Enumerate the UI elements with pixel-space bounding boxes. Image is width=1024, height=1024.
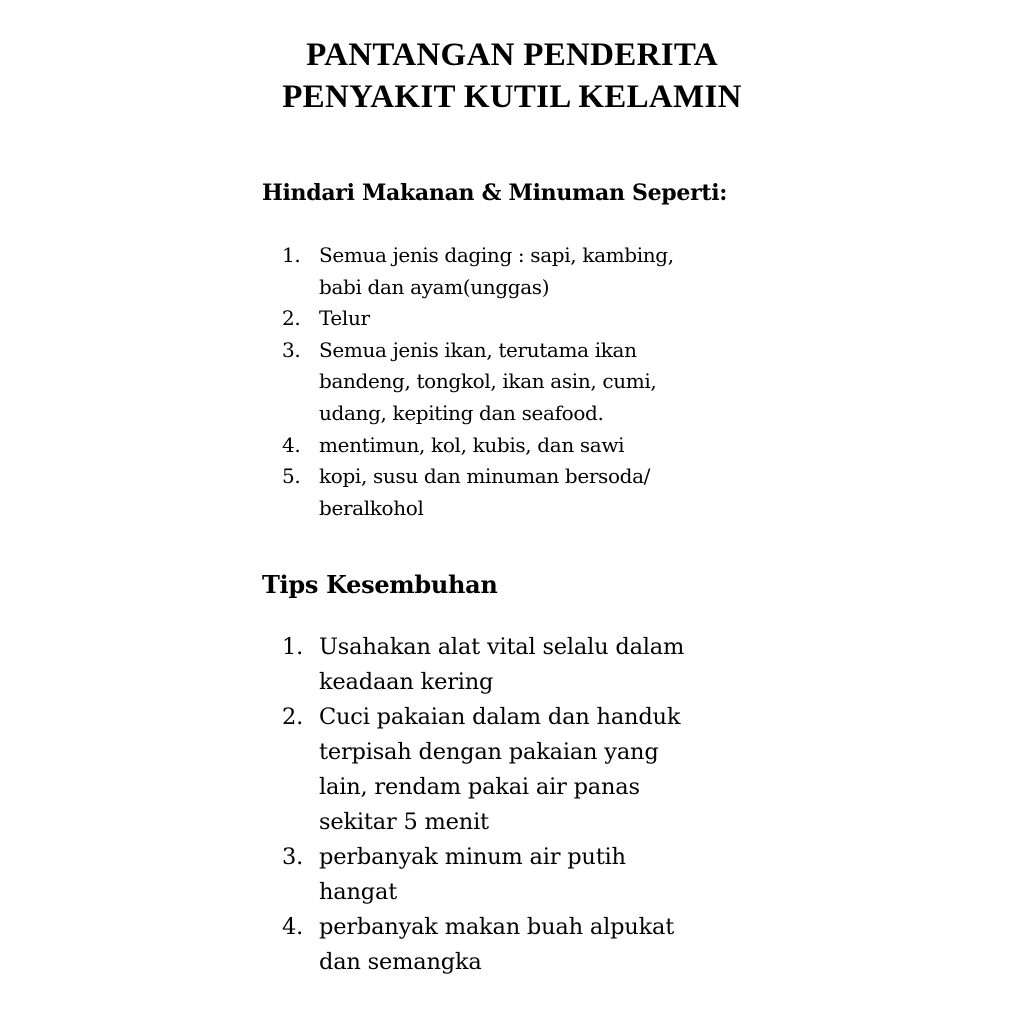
list-item-number: 3. xyxy=(282,844,304,870)
list-item xyxy=(282,335,742,430)
list-item xyxy=(282,840,742,910)
list-item-number: 2. xyxy=(282,306,301,331)
list-item xyxy=(282,430,742,462)
list-item xyxy=(282,700,742,840)
title-line-1: PANTANGAN PENDERITA xyxy=(306,37,718,73)
list-item-text: Telur xyxy=(319,306,370,331)
list-item-number: 3. xyxy=(282,337,301,362)
list-item xyxy=(282,461,742,524)
list-item-number: 2. xyxy=(282,704,304,730)
list-item xyxy=(282,240,742,303)
list-item-text: Semua jenis daging : sapi, kambing, babi dan ayam(unggas) xyxy=(319,243,674,299)
list-item-text: perbanyak makan buah alpukat dan semangka xyxy=(319,914,675,975)
avoid-section-heading: Hindari Makanan & Minuman Seperti: xyxy=(262,180,728,206)
tips-section-heading: Tips Kesembuhan xyxy=(262,570,498,599)
list-item-number: 5. xyxy=(282,464,301,489)
list-item-number: 4. xyxy=(282,432,301,457)
list-item-text: Cuci pakaian dalam dan handuk terpisah dengan pakaian yang lain, rendam pakai air panas sekitar 5 menit xyxy=(319,704,681,835)
list-item xyxy=(282,630,742,700)
list-item-number: 1. xyxy=(282,634,304,660)
list-item-text: Usahakan alat vital selalu dalam keadaan kering xyxy=(319,634,685,695)
list-item-number: 4. xyxy=(282,914,304,940)
list-item xyxy=(282,303,742,335)
list-item-number: 1. xyxy=(282,243,301,267)
title-line-2: PENYAKIT KUTIL KELAMIN xyxy=(282,79,742,115)
list-item-text: kopi, susu dan minuman bersoda/ beralkohol xyxy=(319,464,651,520)
avoid-list xyxy=(282,240,742,524)
list-item xyxy=(282,910,742,980)
list-item-text: Semua jenis ikan, terutama ikan bandeng, tongkol, ikan asin, cumi, udang, kepiting dan seafood. xyxy=(319,337,657,425)
page-title xyxy=(0,34,1024,118)
tips-list xyxy=(282,630,742,980)
list-item-text: perbanyak minum air putih hangat xyxy=(319,844,626,905)
list-item-text: mentimun, kol, kubis, dan sawi xyxy=(319,432,625,457)
